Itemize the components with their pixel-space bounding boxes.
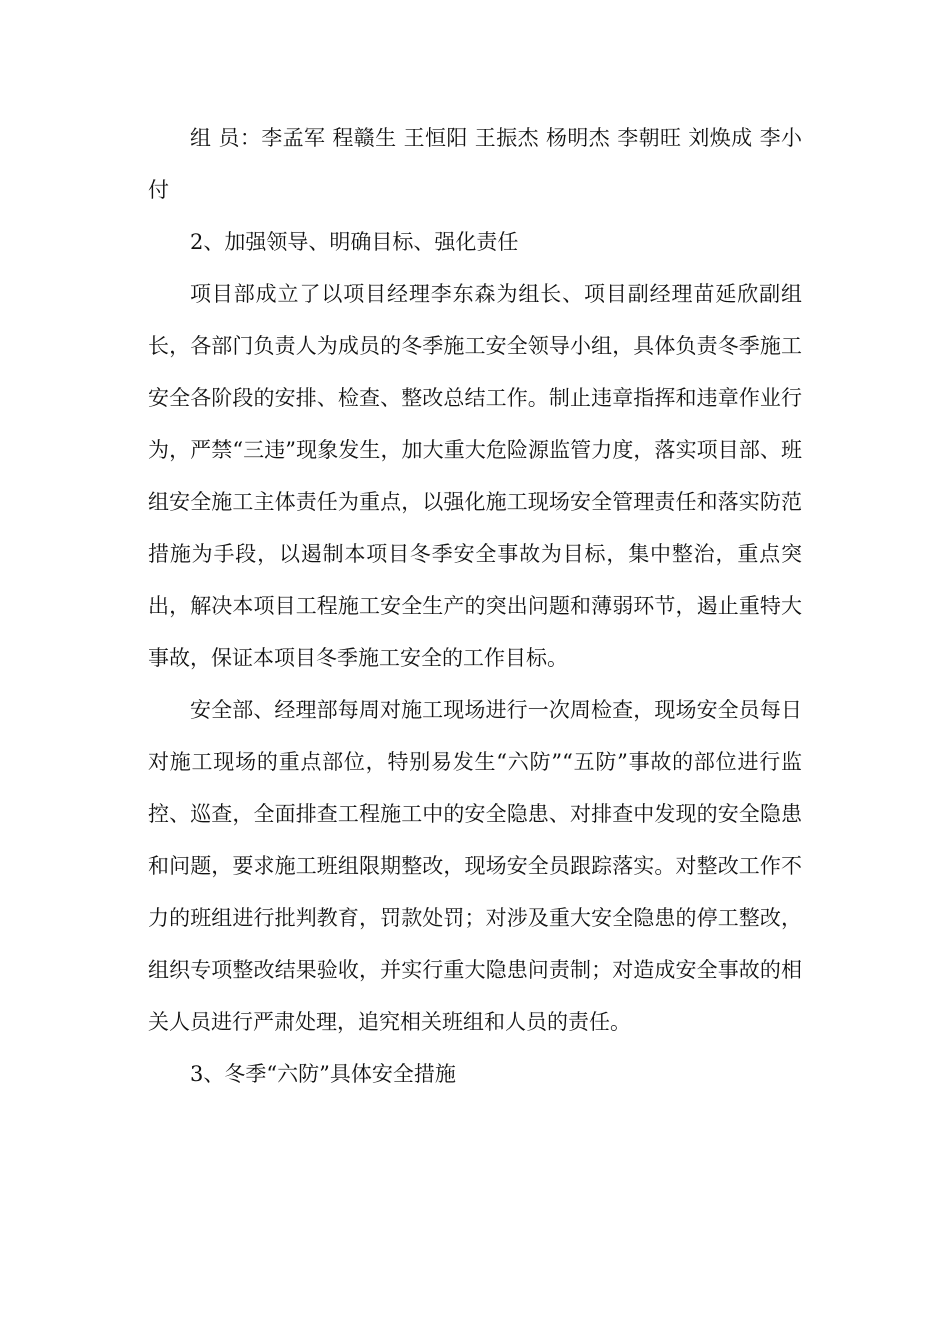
paragraph-leadership: 项目部成立了以项目经理李东森为组长、项目副经理苗延欣副组长，各部门负责人为成员的冬季施工安全领导小组，具体负责冬季施工安全各阶段的安排、检查、整改总结工作。制止违章指挥和违章作业行为，严禁“三违”现象发生，加大重大危险源监管力度，落实项目部、班组安全施工主体责任为重点，以强化施工现场安全管理责任和落实防范措施为手段，以遏制本项目冬季安全事故为目标，集中整治，重点突出，解决本项目工程施工安全生产的突出问题和薄弱环节，遏止重特大事故，保证本项目冬季施工安全的工作目标。 [148, 282, 802, 670]
section-heading-3: 3、冬季“六防”具体安全措施 [190, 1062, 456, 1086]
paragraph-inspection: 安全部、经理部每周对施工现场进行一次周检查，现场安全员每日对施工现场的重点部位，特别易发生“六防”“五防”事故的部位进行监控、巡查，全面排查工程施工中的安全隐患、对排查中发现的安全隐患和问题，要求施工班组限期整改，现场安全员跟踪落实。对整改工作不力的班组进行批判教育，罚款处罚；对涉及重大安全隐患的停工整改，组织专项整改结果验收，并实行重大隐患问责制；对造成安全事故的相关人员进行严肃处理，追究相关班组和人员的责任。 [148, 698, 802, 1034]
paragraph-team-members: 组 员：李孟军 程赣生 王恒阳 王振杰 杨明杰 李朝旺 刘焕成 李小付 [148, 126, 802, 202]
document-body [148, 112, 802, 1100]
section-heading-2: 2、加强领导、明确目标、强化责任 [190, 230, 519, 254]
